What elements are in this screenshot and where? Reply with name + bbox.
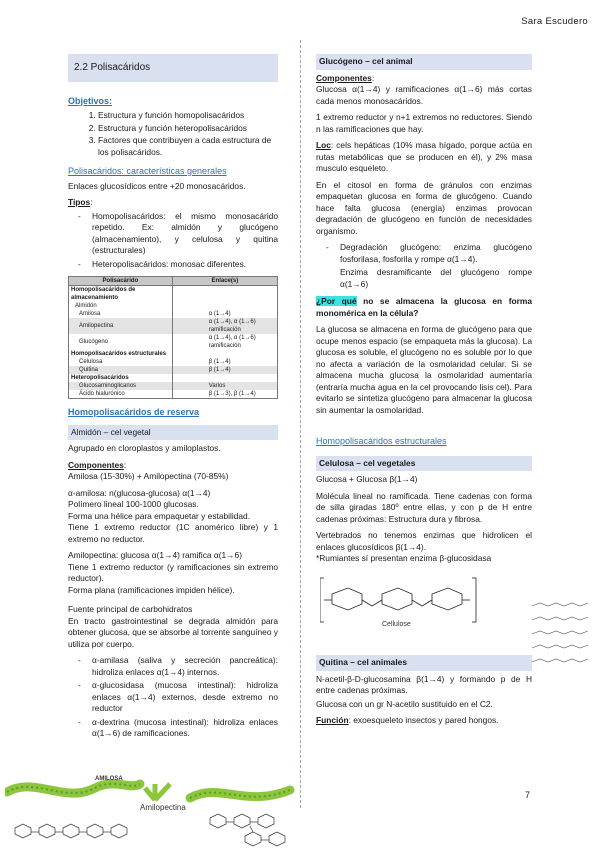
- table-cell-enlaces: β (1→4): [172, 358, 277, 366]
- objetivo-item: 2. Estructura y función heteropolisacáridos: [98, 123, 278, 135]
- table-cell-enlaces: [172, 302, 277, 310]
- question-rest: no se almacena la glucosa en forma monomérica en la célula?: [316, 296, 532, 318]
- table-cell-enlaces: [172, 350, 277, 358]
- amilopectina-img-label: Amilopectina: [140, 803, 186, 812]
- table-row: [69, 358, 278, 366]
- quitina-text2: Glucosa con un gr N-acetilo sustituido en el C2.: [316, 698, 493, 709]
- amilosa-line: α-amilosa: n(glucosa-glucosa) α(1→4): [68, 487, 211, 498]
- objetivo-item: 3. Factores que contribuyen a cada estructura de los polisacáridos.: [98, 135, 278, 158]
- amilosa-line: Tiene 1 extremo reductor (1C anomérico libre) y 1 extremo no reductor.: [68, 522, 278, 544]
- table-row: [69, 310, 278, 318]
- question-highlight: ¿Por qué: [316, 296, 357, 306]
- table-cell-polisacarido: Amilopectina: [69, 318, 173, 334]
- tipos-label: Tipos: [68, 197, 91, 207]
- amilosa-line: Polímero lineal 100-1000 glucosas.: [68, 499, 199, 509]
- table-cell-polisacarido: Heteropolisacáridos: [69, 374, 173, 382]
- table-cell-polisacarido: Amilosa: [69, 310, 173, 318]
- tipos-list: [68, 211, 278, 271]
- table-cell-polisacarido: Almidón: [69, 302, 173, 310]
- vertebrados-text: Vertebrados no tenemos enzimas que hidrolicen el enlaces glucosídicos β(1→4).: [316, 530, 532, 552]
- amilopectina-line: Tiene 1 extremo reductor (y ramificaciones sin extremo reductor).: [68, 561, 278, 583]
- polisacaridos-table: [68, 276, 278, 399]
- amilopectina-line: Amilopectina: glucosa α(1→4) ramifica α(1→6): [68, 550, 242, 560]
- table-cell-enlaces: α (1→4): [172, 310, 277, 318]
- funcion-text: [316, 715, 532, 727]
- table-cell-polisacarido: Homopolisacáridos estructurales: [69, 350, 173, 358]
- table-header-polisacarido: Polisacárido: [69, 277, 173, 286]
- table-row: [69, 286, 278, 303]
- page-number: 7: [524, 790, 530, 800]
- enzima-item: - α-amilasa (saliva y secreción pancreática): hidroliza enlaces α(1→4) internos.: [78, 655, 278, 678]
- table-cell-polisacarido: Ácido hialurónico: [69, 390, 173, 399]
- funcion-body: : exoesqueleto insectos y pared hongos.: [348, 715, 499, 725]
- author-name: Sara Escudero: [521, 16, 588, 27]
- right-column: [316, 54, 532, 732]
- table-cell-enlaces: Varios: [172, 382, 277, 390]
- cellulose-chains-illustration: [530, 600, 596, 690]
- table-row: [69, 390, 278, 399]
- table-row: [69, 334, 278, 350]
- table-body: [69, 286, 278, 399]
- objetivo-item: 1. Estructura y función homopolisacáridos: [98, 110, 278, 122]
- table-header-enlaces: Enlace(s): [172, 277, 277, 286]
- almidon-bar: Almidón – cel vegetal: [68, 425, 278, 441]
- column-divider: [300, 40, 301, 808]
- loc-body: : cels hepáticas (10% masa hígado, porque actúa en rutas metabólicas que se producen en él), y 2% masa musculo esqueleto.: [316, 140, 532, 173]
- tipo-item: - Heteropolisacáridos: monosac diferentes.: [78, 259, 278, 271]
- almidon-text: Agrupado en cloroplastos y amiloplastos.: [68, 443, 221, 453]
- amilosa-line: Forma una hélice para empaquetar y estabilidad.: [68, 510, 251, 521]
- answer-text: La glucosa se almacena en forma de glucógeno para que ocupe menos espacio (se empaqueta más la glucosa). La glucosa es soluble, el glucógeno no es soluble por lo que no afecta a variación de la osmolaridad celular. Si se almacena mucha glucosa la osmolaridad aumentaría (entraría mucha agua en la cel provocando lisis cel). Para evitarlo se sintetiza glucógeno para almacenar la glucosa sin aumentar la osmolaridad.: [316, 324, 532, 415]
- table-cell-enlaces: β (1→4): [172, 366, 277, 374]
- degradacion-list: [316, 242, 532, 290]
- cellulose-structure-diagram: [320, 570, 490, 630]
- table-row: [69, 318, 278, 334]
- componentes-label: Componentes: [68, 459, 124, 470]
- fuente-heading: Fuente principal de carbohidratos: [68, 604, 193, 614]
- table-row: [69, 302, 278, 310]
- table-cell-polisacarido: Glucógeno: [69, 334, 173, 350]
- glucogeno-bar: Glucógeno – cel animal: [316, 54, 532, 70]
- table-cell-enlaces: α (1→4), α (1→6) ramificación: [172, 318, 277, 334]
- table-cell-enlaces: β (1→3), β (1→4): [172, 390, 277, 399]
- tipos-label-line: Tipos:: [68, 197, 93, 207]
- componentes-line: Componentes:: [68, 459, 127, 470]
- funcion-label: Función: [316, 715, 349, 725]
- celulosa-bar: Celulosa – cel vegetales: [316, 456, 532, 472]
- table-cell-polisacarido: Homopolisacáridos de almacenamiento: [69, 286, 173, 303]
- table-cell-polisacarido: Quitina: [69, 366, 173, 374]
- componentes-label: Componentes: [316, 72, 372, 83]
- amilosa-img-label: AMILOSA: [95, 776, 123, 782]
- enlaces-text: Enlaces glucosídicos entre +20 monosacáridos.: [68, 180, 246, 191]
- objetivos-heading: Objetivos:: [68, 95, 113, 106]
- amilopectina-line: Forma plana (ramificaciones impiden hélice).: [68, 584, 235, 595]
- table-cell-enlaces: [172, 374, 277, 382]
- degradacion-item: - Degradación glucógeno: enzima glucógeno fosforilasa, fosforila y rompe α(1→4).: [326, 242, 532, 265]
- componentes-line: Componentes:: [316, 72, 375, 83]
- estructurales-heading: Homopolisacáridos estructurales: [316, 436, 447, 446]
- reserva-heading: Homopolisacáridos de reserva: [68, 407, 200, 417]
- objetivos-list: [68, 110, 278, 158]
- table-row: [69, 374, 278, 382]
- amilopectina-illustration: [5, 770, 295, 848]
- glucogeno-componentes: Glucosa α(1→4) y ramificaciones α(1→6) más cortas cada menos monosacáridos.: [316, 84, 532, 106]
- quitina-bar: Quitina – cel animales: [316, 655, 532, 671]
- degradacion-item: Enzima desramificante del glucógeno rompe α(1→6): [340, 267, 532, 289]
- left-column: [68, 54, 278, 744]
- enzima-item: - α-dextrina (mucosa intestinal): hidroliza enlaces α(1→6) de ramificaciones.: [78, 717, 278, 740]
- enzima-item: - α-glucosidasa (mucosa intestinal): hidroliza enlaces α(1→4) externos, desde extremo no reductor: [78, 680, 278, 715]
- citosol-text: En el citosol en forma de gránulos con enzimas empaquetan glucosa en forma de glucógeno. Cuando hace falta glucosa (energía) enzimas provocan degradación de glucógeno en función de necesidades organismo.: [316, 179, 532, 236]
- cellulose-label: Cellulose: [382, 620, 411, 628]
- fuente-text: En tracto gastrointestinal se degrada almidón para obtener glucosa, que se absorbe al torrente sanguíneo y utiliza por cuerpo.: [68, 615, 278, 649]
- table-cell-polisacarido: Celulosa: [69, 358, 173, 366]
- celulosa-formula: Glucosa + Glucosa β(1→4): [316, 474, 418, 484]
- tipo-item: - Homopolisacáridos: el mismo monosacárido repetido. Ex: almidón y glucógeno (almacenamiento), y celulosa y quitina (estructurales): [78, 211, 278, 257]
- table-row: [69, 350, 278, 358]
- question-text: [316, 296, 532, 319]
- table-cell-polisacarido: Glucosaminoglicanos: [69, 382, 173, 390]
- table-row: [69, 366, 278, 374]
- rumiantes-text: *Rumiantes sí presentan enzima β-glucosidasa: [316, 553, 492, 563]
- table-cell-enlaces: α (1→4), α (1→6) ramificación: [172, 334, 277, 350]
- extremos-text: 1 extremo reductor y n+1 extremos no reductores. Siendo n las ramificaciones que hay.: [316, 112, 532, 134]
- table-row: [69, 382, 278, 390]
- table-cell-enlaces: [172, 286, 277, 303]
- celulosa-desc: Molécula lineal no ramificada. Tiene cadenas con forma de silla giradas 180º entre ellas, y con p de H entre cadenas próximas: Estructura dura y fibrosa.: [316, 490, 532, 524]
- caracteristicas-heading: Polisacáridos: características generales: [68, 166, 227, 176]
- quitina-text1: N-acetil-β-D-glucosamina β(1→4) y formando p de H entre cadenas próximas.: [316, 673, 532, 695]
- loc-label: Loc: [316, 140, 331, 150]
- section-title: 2.2 Polisacáridos: [68, 54, 278, 82]
- enzimas-list: [68, 655, 278, 740]
- componentes-text: Amilosa (15-30%) + Amilopectina (70-85%): [68, 471, 229, 481]
- loc-text: [316, 140, 532, 175]
